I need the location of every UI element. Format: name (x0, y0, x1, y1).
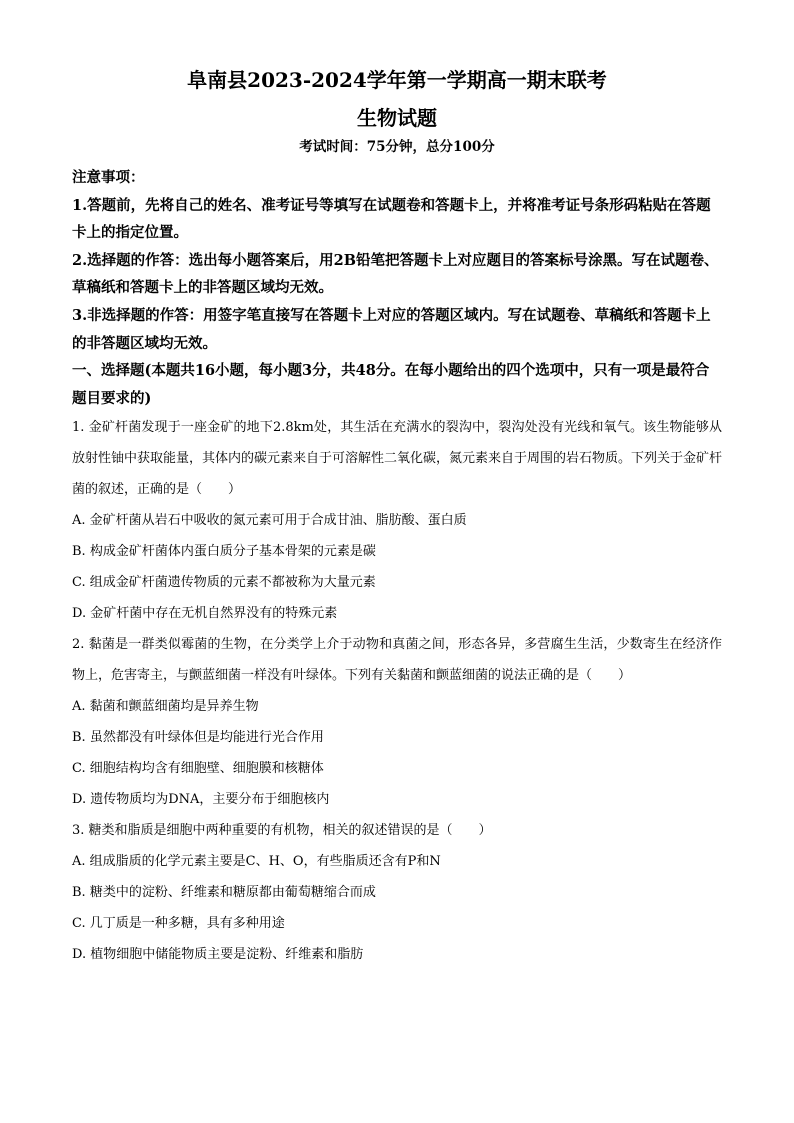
question-option: B. 构成金矿杆菌体内蛋白质分子基本骨架的元素是碳 (72, 544, 376, 560)
notice-item-1: 1.答题前，先将自己的姓名、准考证号等填写在试题卷和答题卡上，并将准考证号条形码粘贴在答题卡上的指定位置。 (72, 196, 711, 242)
question-option: B. 糖类中的淀粉、纤维素和糖原都由葡萄糖缩合而成 (72, 885, 376, 901)
question-option: C. 细胞结构均含有细胞壁、细胞膜和核糖体 (72, 761, 324, 777)
question-1 (72, 412, 722, 629)
section-heading: 一、选择题(本题共16小题，每小题3分，共48分。在每小题给出的四个选项中，只有一项是最符合题目要求的) (72, 362, 710, 407)
notice-item-3: 3.非选择题的作答：用签字笔直接写在答题卡上对应的答题区域内。写在试题卷、草稿纸和答题卡上的非答题区域均无效。 (72, 306, 711, 352)
question-stem: 3. 糖类和脂质是细胞中两种重要的有机物，相关的叙述错误的是（ ） (72, 823, 492, 839)
question-3 (72, 815, 722, 970)
question-option: A. 金矿杆菌从岩石中吸收的氮元素可用于合成甘油、脂肪酸、蛋白质 (72, 513, 467, 529)
question-option: C. 几丁质是一种多糖，具有多种用途 (72, 916, 285, 932)
exam-title: 阜南县2023-2024学年第一学期高一期末联考 (187, 68, 607, 92)
question-option: C. 组成金矿杆菌遗传物质的元素不都被称为大量元素 (72, 575, 376, 591)
question-2 (72, 629, 722, 815)
question-option: A. 黏菌和颤蓝细菌均是异养生物 (72, 699, 259, 715)
question-option: A. 组成脂质的化学元素主要是C、H、O，有些脂质还含有P和N (72, 854, 441, 870)
exam-info: 考试时间：75分钟，总分100分 (299, 139, 495, 155)
question-option: B. 虽然都没有叶绿体但是均能进行光合作用 (72, 730, 324, 746)
question-stem: 2. 黏菌是一群类似霉菌的生物，在分类学上介于动物和真菌之间，形态各异，多营腐生生活，少数寄生在经济作物上，危害寄主，与颤蓝细菌一样没有叶绿体。下列有关黏菌和颤蓝细菌的说法正确的是（ ） (72, 637, 722, 684)
question-option: D. 遗传物质均为DNA，主要分布于细胞核内 (72, 792, 330, 808)
question-stem: 1. 金矿杆菌发现于一座金矿的地下2.8km处，其生活在充满水的裂沟中，裂沟处没有光线和氧气。该生物能够从放射性铀中获取能量，其体内的碳元素来自于可溶解性二氧化碳，氮元素来自于周围的岩石物质。下列关于金矿杆菌的叙述，正确的是（ ） (72, 420, 723, 498)
question-option: D. 金矿杆菌中存在无机自然界没有的特殊元素 (72, 606, 338, 622)
notice-block (72, 164, 722, 357)
notice-heading: 注意事项： (72, 169, 145, 186)
notice-item-2: 2.选择题的作答：选出每小题答案后，用2B铅笔把答题卡上对应题目的答案标号涂黑。写在试题卷、草稿纸和答题卡上的非答题区域均无效。 (72, 251, 719, 297)
exam-subject: 生物试题 (357, 106, 437, 130)
question-option: D. 植物细胞中储能物质主要是淀粉、纤维素和脂肪 (72, 947, 364, 963)
